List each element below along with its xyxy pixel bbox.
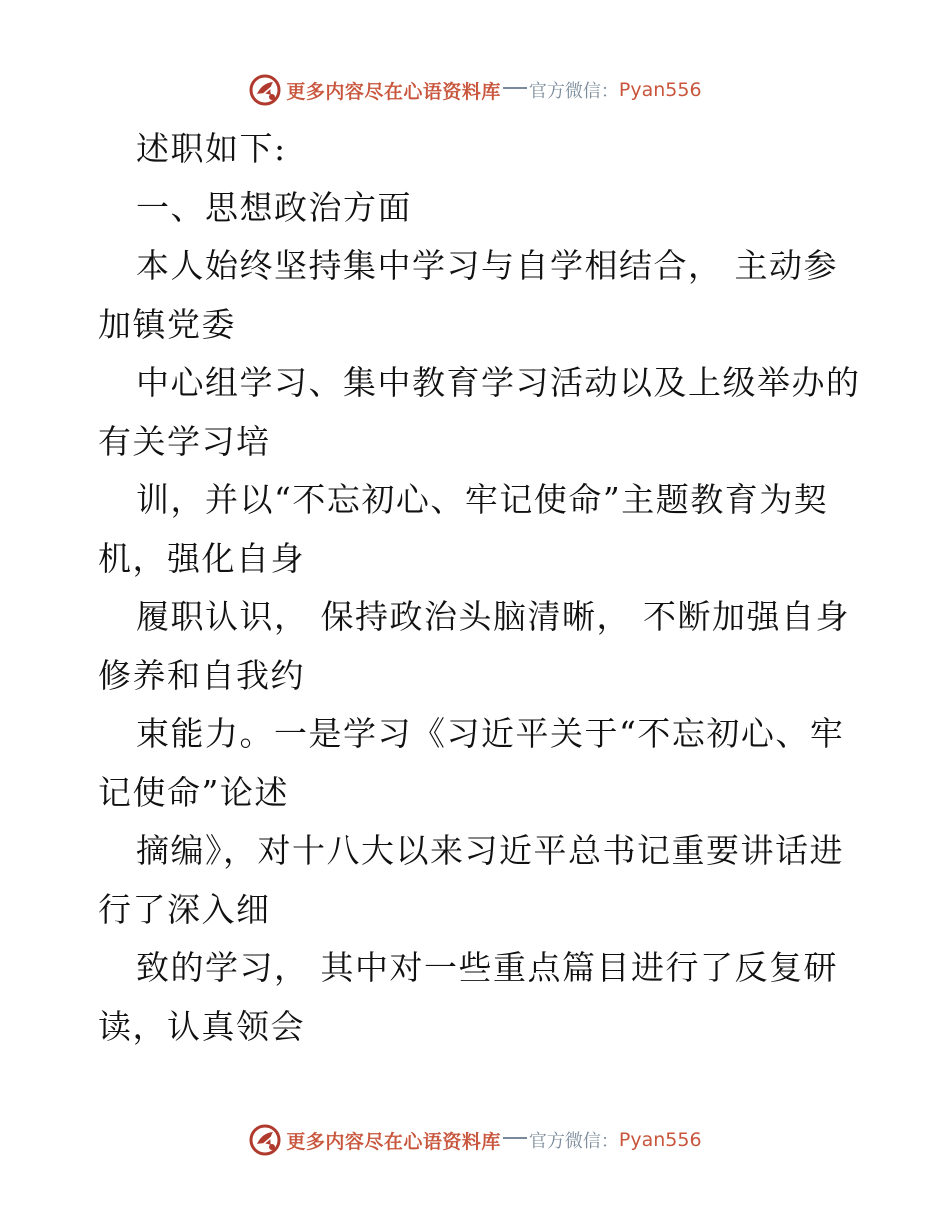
body-line: 训，并以“不忘初心、牢记使命”主题教育为契 [136,480,829,519]
document-body [98,120,861,1056]
body-line: 修养和自我约 [98,655,305,695]
body-line: 本人始终坚持集中学习与自学相结合， 主动参 [136,246,838,285]
body-line: 束能力。一是学习《习近平关于“不忘初心、牢 [136,714,845,753]
body-line: 加镇党委 [98,304,236,344]
banner-divider [503,87,527,89]
body-line: 中心组学习、集中教育学习活动以及上级举办的 [136,363,861,402]
body-line: 述职如下: [136,129,287,168]
body-line: 机，强化自身 [98,538,305,578]
body-line: 摘编》，对十八大以来习近平总书记重要讲话进 [136,831,844,870]
body-line: 履职认识， 保持政治头脑清晰， 不断加强自身 [136,597,850,636]
section-heading: 一、思想政治方面 [136,187,412,227]
header-banner [0,70,950,110]
brand-logo-icon [248,1123,282,1157]
banner-wechat-id: Pyan556 [618,79,702,101]
banner-wechat-id: Pyan556 [618,1129,702,1151]
body-line: 读，认真领会 [98,1006,305,1046]
brand-logo-icon [248,73,282,107]
banner-title: 更多内容尽在心语资料库 [286,80,501,103]
banner-wechat-label: 官方微信： [528,81,619,102]
footer-banner [0,1120,950,1160]
banner-divider [503,1137,527,1139]
body-line: 行了深入细 [98,889,271,929]
body-line: 致的学习， 其中对一些重点篇目进行了反复研 [136,948,838,987]
banner-title: 更多内容尽在心语资料库 [286,1130,501,1153]
body-line: 记使命”论述 [98,772,289,812]
banner-wechat-label: 官方微信： [528,1131,619,1152]
body-line: 有关学习培 [98,421,271,461]
